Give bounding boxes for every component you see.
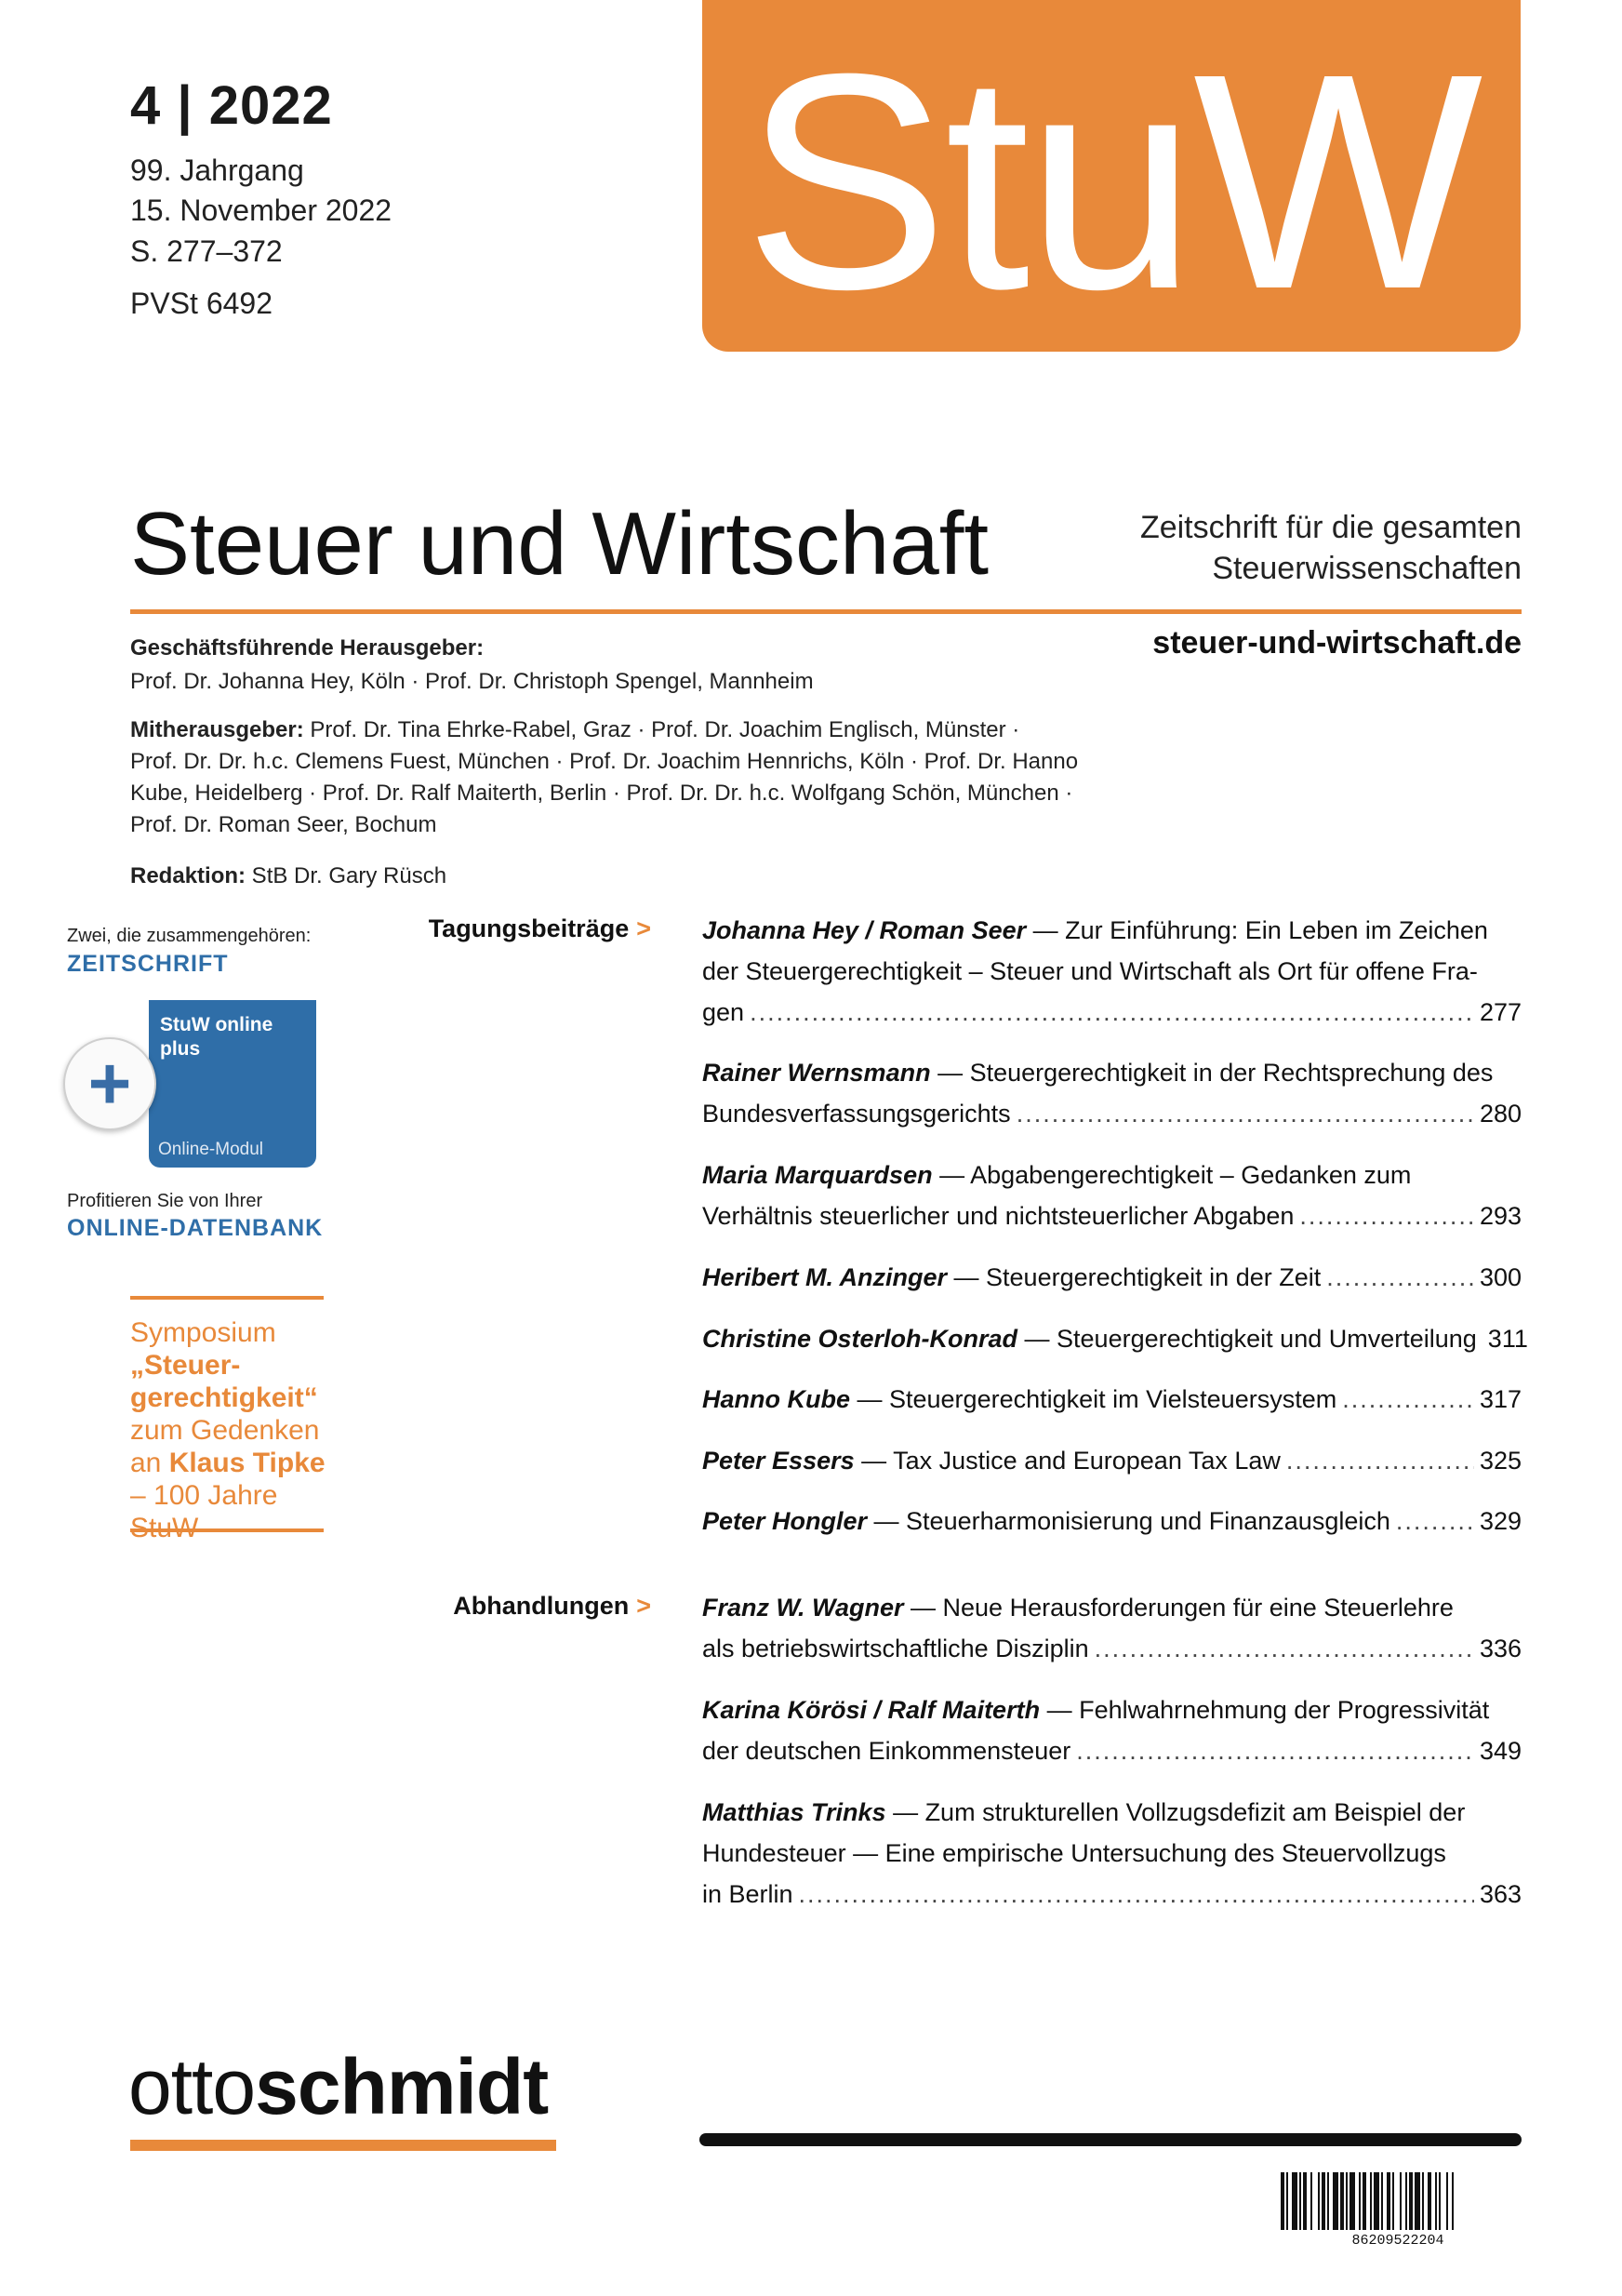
page-number: 280 <box>1479 1100 1522 1128</box>
module-subtitle: Online-Modul <box>158 1140 263 1159</box>
barcode <box>1279 2172 1517 2230</box>
symposium-note: Symposium „Steuer- gerechtigkeit“ zum Gedenken an Klaus Tipke – 100 Jahre <box>130 1317 326 1511</box>
journal-title: Steuer und Wirtschaft <box>130 494 990 594</box>
toc-entry: Franz W. Wagner — Neue Herausforderungen für eine Steuerlehre <box>702 1594 1454 1622</box>
toc-entry: Hanno Kube — Steuergerechtigkeit im Vielsteuersystem ..... 317 <box>702 1379 1522 1420</box>
chevron-right-icon: > <box>636 1592 651 1620</box>
page-number: 336 <box>1479 1635 1522 1662</box>
subtitle-line-1: Zeitschrift für die gesamten <box>1139 510 1522 545</box>
publisher-logo: ottoschmidt <box>128 2043 549 2130</box>
page-number: 363 <box>1479 1880 1522 1908</box>
toc-entry-final: in Berlin ..... 363 <box>702 1874 1522 1915</box>
page-number: 311 <box>1487 1325 1528 1353</box>
promo-journal: ZEITSCHRIFT <box>67 951 229 977</box>
title-divider <box>130 609 1522 614</box>
toc-entry: Heribert M. Anzinger — Steuergerechtigkeit in der Zeit ..... 300 <box>702 1257 1522 1298</box>
logo-text: StuW <box>743 9 1480 352</box>
page-number: 329 <box>1479 1507 1522 1535</box>
toc-entry: Rainer Wernsmann — Steuergerechtigkeit in der Rechtsprechung des <box>702 1059 1494 1087</box>
barcode-number: 86209522204 <box>1351 2233 1444 2249</box>
toc-entry: Johanna Hey / Roman Seer — Zur Einführung: Ein Leben im Zeichen <box>702 916 1488 944</box>
toc-entry-final: Bundesverfassungsgerichts ..... 280 <box>702 1093 1522 1134</box>
plus-icon: + <box>63 1037 156 1130</box>
section-label-conference: Tagungsbeiträge > <box>428 914 651 942</box>
module-title: StuW online plus <box>160 1014 273 1060</box>
toc-entry: Christine Osterloh-Konrad — Steuergerechtigkeit und Umverteilung 311 <box>702 1318 1522 1359</box>
page-number: 293 <box>1479 1202 1522 1230</box>
editorial-office: Redaktion: StB Dr. Gary Rüsch <box>130 863 447 888</box>
symposium-top-rule <box>130 1296 324 1300</box>
managing-editors-label: Geschäftsführende Herausgeber: <box>130 635 485 661</box>
co-editors-line-2: Prof. Dr. Dr. h.c. Clemens Fuest, München · Prof. Dr. Joachim Hennrichs, Köln · Prof. Dr. Hanno <box>130 749 1079 774</box>
managing-editors: Prof. Dr. Johanna Hey, Köln · Prof. Dr. Christoph Spengel, Mannheim <box>130 669 814 694</box>
toc-entry-final: der deutschen Einkommensteuer ..... 349 <box>702 1730 1522 1771</box>
page-number: 300 <box>1479 1263 1522 1291</box>
toc-entry: Maria Marquardsen — Abgabengerechtigkeit – Gedanken zum <box>702 1161 1412 1189</box>
toc-entry-final: als betriebswirtschaftliche Disziplin ..... 336 <box>702 1628 1522 1669</box>
co-editors-line-1: Mitherausgeber: Prof. Dr. Tina Ehrke-Rabel, Graz · Prof. Dr. Joachim Englisch, Münster · <box>130 717 1020 742</box>
online-module-card <box>149 1000 316 1168</box>
toc-entry-line: Hundesteuer — Eine empirische Untersuchung des Steuervollzugs <box>702 1839 1446 1867</box>
promo-database: ONLINE-DATENBANK <box>67 1215 324 1241</box>
website-link[interactable]: steuer-und-wirtschaft.de <box>1152 625 1522 661</box>
symposium-bottom-rule <box>130 1528 324 1532</box>
page-number: 277 <box>1479 998 1522 1026</box>
page-number: 317 <box>1479 1385 1522 1413</box>
promo-benefit: Profitieren Sie von Ihrer <box>67 1191 263 1211</box>
footer-rule <box>699 2133 1522 2146</box>
toc-entry-final: Verhältnis steuerlicher und nichtsteuerlicher Abgaben ..... 293 <box>702 1195 1522 1236</box>
chevron-right-icon: > <box>636 914 651 942</box>
page-number: 349 <box>1479 1737 1522 1765</box>
issue-date: 15. November 2022 <box>130 194 392 227</box>
page-range: S. 277–372 <box>130 234 283 268</box>
volume: 99. Jahrgang <box>130 154 304 187</box>
issue-number: 4 | 2022 <box>130 75 333 136</box>
subtitle-line-2: Steuerwissenschaften <box>1212 551 1522 586</box>
co-editors-line-4: Prof. Dr. Roman Seer, Bochum <box>130 812 437 837</box>
toc-entry-final: gen ..... 277 <box>702 992 1522 1033</box>
page-number: 325 <box>1479 1447 1522 1475</box>
section-label-articles: Abhandlungen > <box>453 1592 651 1620</box>
journal-logo <box>702 0 1521 352</box>
toc-entry: Matthias Trinks — Zum strukturellen Vollzugsdefizit am Beispiel der <box>702 1798 1466 1826</box>
toc-entry: Karina Körösi / Ralf Maiterth — Fehlwahrnehmung der Progressivität <box>702 1696 1490 1724</box>
postal-number: PVSt 6492 <box>130 287 273 320</box>
co-editors-line-3: Kube, Heidelberg · Prof. Dr. Ralf Maiterth, Berlin · Prof. Dr. Dr. h.c. Wolfgang Schön, München · <box>130 781 1073 806</box>
toc-entry: Peter Essers — Tax Justice and European Tax Law ..... 325 <box>702 1440 1522 1481</box>
promo-intro: Zwei, die zusammengehören: <box>67 926 312 946</box>
toc-entry: Peter Hongler — Steuerharmonisierung und Finanzausgleich ..... 329 <box>702 1501 1522 1542</box>
publisher-underline <box>130 2140 556 2151</box>
toc-entry-line: der Steuergerechtigkeit – Steuer und Wirtschaft als Ort für offene Fra- <box>702 957 1478 985</box>
